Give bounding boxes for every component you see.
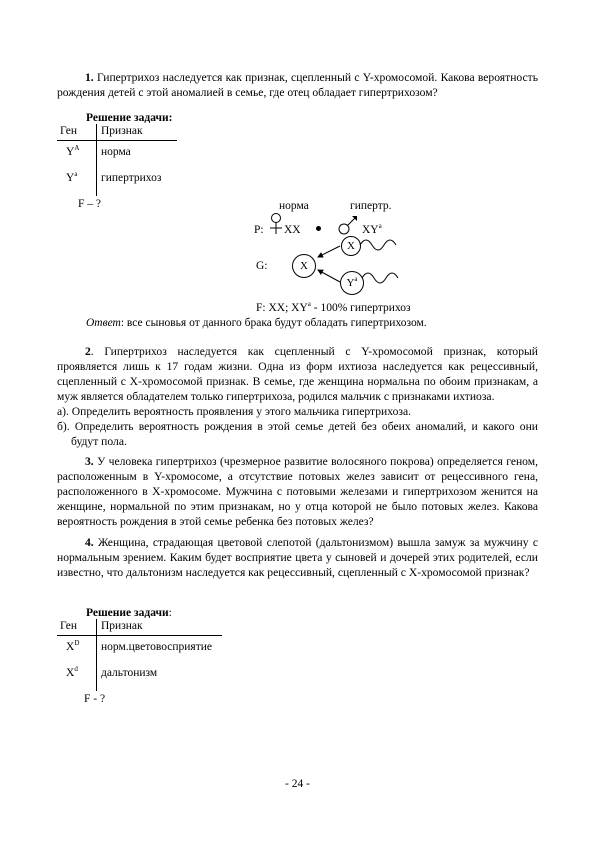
solution-4-header-rule: [57, 635, 222, 636]
solution-1-trait-2: гипертрихоз: [101, 172, 162, 184]
solution-4-trait-header: Признак: [101, 620, 143, 632]
page-number: - 24 -: [285, 778, 310, 790]
solution-4-trait-2: дальтонизм: [101, 667, 158, 679]
scheme-f-result: F: XX; $XY^a - 100\%$ гипертрихоз: [256, 300, 411, 314]
solution-4-f-label: F - ?: [84, 693, 106, 705]
task-2-item-a: а). Определить вероятность проявления у этого мальчика гипертрихоза.: [57, 405, 411, 418]
task-3: [57, 454, 538, 529]
solution-1-header-rule: [57, 140, 177, 141]
scheme-female-genotype: XX: [284, 224, 301, 236]
solution-1-gene-header: Ген: [60, 125, 78, 137]
task-4-text: Женщина, страдающая цветовой слепотой (дальтонизмом) вышла замуж за мужчину с нормальным зрением. Каким будет восприятие цвета у сыновей и дочерей этих родителей, если известно, что дальтонизм наследуется как рецессивный, сцепленный с X-хромосомой признак?: [57, 536, 538, 579]
gamete-arrows: [300, 228, 410, 298]
task-3-text: У человека гипертрихоз (чрезмерное развитие волосяного покрова) определяется геном, расположенным в Y-хромосоме, а отсутствие потовых желез зависит от рецессивного гена, расположенного в X-хромосоме. Мужчина с потовыми железами и гипертрихозом женится на женщине, нормальной по этим признакам, но у отца которой не было потовых желез. Какова вероятность рождения в этой семье ребенка без потовых желез?: [57, 455, 538, 528]
solution-4-heading: Решение задачи:: [86, 607, 172, 619]
scheme-g-label: G:: [256, 260, 268, 272]
task-2-item-b: б). Определить вероятность рождения в этой семье детей без обеих аномалий, и какого они будут пола.: [57, 420, 538, 448]
solution-1-column-rule: [96, 124, 97, 196]
scheme-male-genotype: $XY^a$: [362, 222, 382, 236]
task-2-number: 2: [85, 345, 91, 358]
solution-4-trait-1: норм.цветовосприятие: [101, 641, 213, 653]
task-4: [57, 535, 538, 580]
solution-1-heading: Решение задачи:: [86, 112, 173, 124]
gamete-y-male: $Y^a$: [340, 271, 364, 295]
task-1-number: 1.: [85, 71, 94, 84]
solution-4-gene-1: $X^D$: [66, 639, 80, 653]
solution-1-trait-1: норма: [101, 146, 131, 158]
solution-4-gene-header: Ген: [60, 620, 78, 632]
solution-1-gene-2: $Y^a$: [66, 170, 78, 184]
solution-1-gene-1: $Y^A$: [66, 144, 80, 158]
scheme-label-norm: норма: [279, 200, 309, 212]
solution-4-column-rule: [96, 619, 97, 691]
female-symbol-icon: [266, 212, 286, 238]
scheme-p-label: P:: [254, 224, 264, 236]
task-2-text: . Гипертрихоз наследуется как сцепленный с Y-хромосомой признак, который проявляется лишь к 17 годам жизни. Одна из форм ихтиоза наследуется как рецессивный, сцепленный с X-хромосомой признак. В семье, где женщина нормальна по обоим признакам, а муж является обладателем только гипертрихоза, родился мальчик с признаками ихтиоза.: [57, 345, 538, 403]
gamete-x-female: X: [292, 254, 316, 278]
task-3-number: 3.: [85, 455, 94, 468]
answer-1: Ответ: все сыновья от данного брака будут обладать гипертрихозом.: [86, 317, 427, 329]
scheme-label-hyper: гипертр.: [350, 200, 392, 212]
gamete-x-male: X: [341, 236, 361, 256]
task-4-number: 4.: [85, 536, 94, 549]
task-1: [57, 70, 538, 100]
task-2: [57, 344, 538, 449]
solution-1-trait-header: Признак: [101, 125, 143, 137]
task-1-text: Гипертрихоз наследуется как признак, сцепленный с Y-хромосомой. Какова вероятность рождения детей с этой аномалией в семье, где отец обладает гипертрихозом?: [57, 71, 538, 99]
solution-4-gene-2: $X^d$: [66, 665, 78, 679]
solution-1-f-label: F – ?: [78, 198, 101, 210]
